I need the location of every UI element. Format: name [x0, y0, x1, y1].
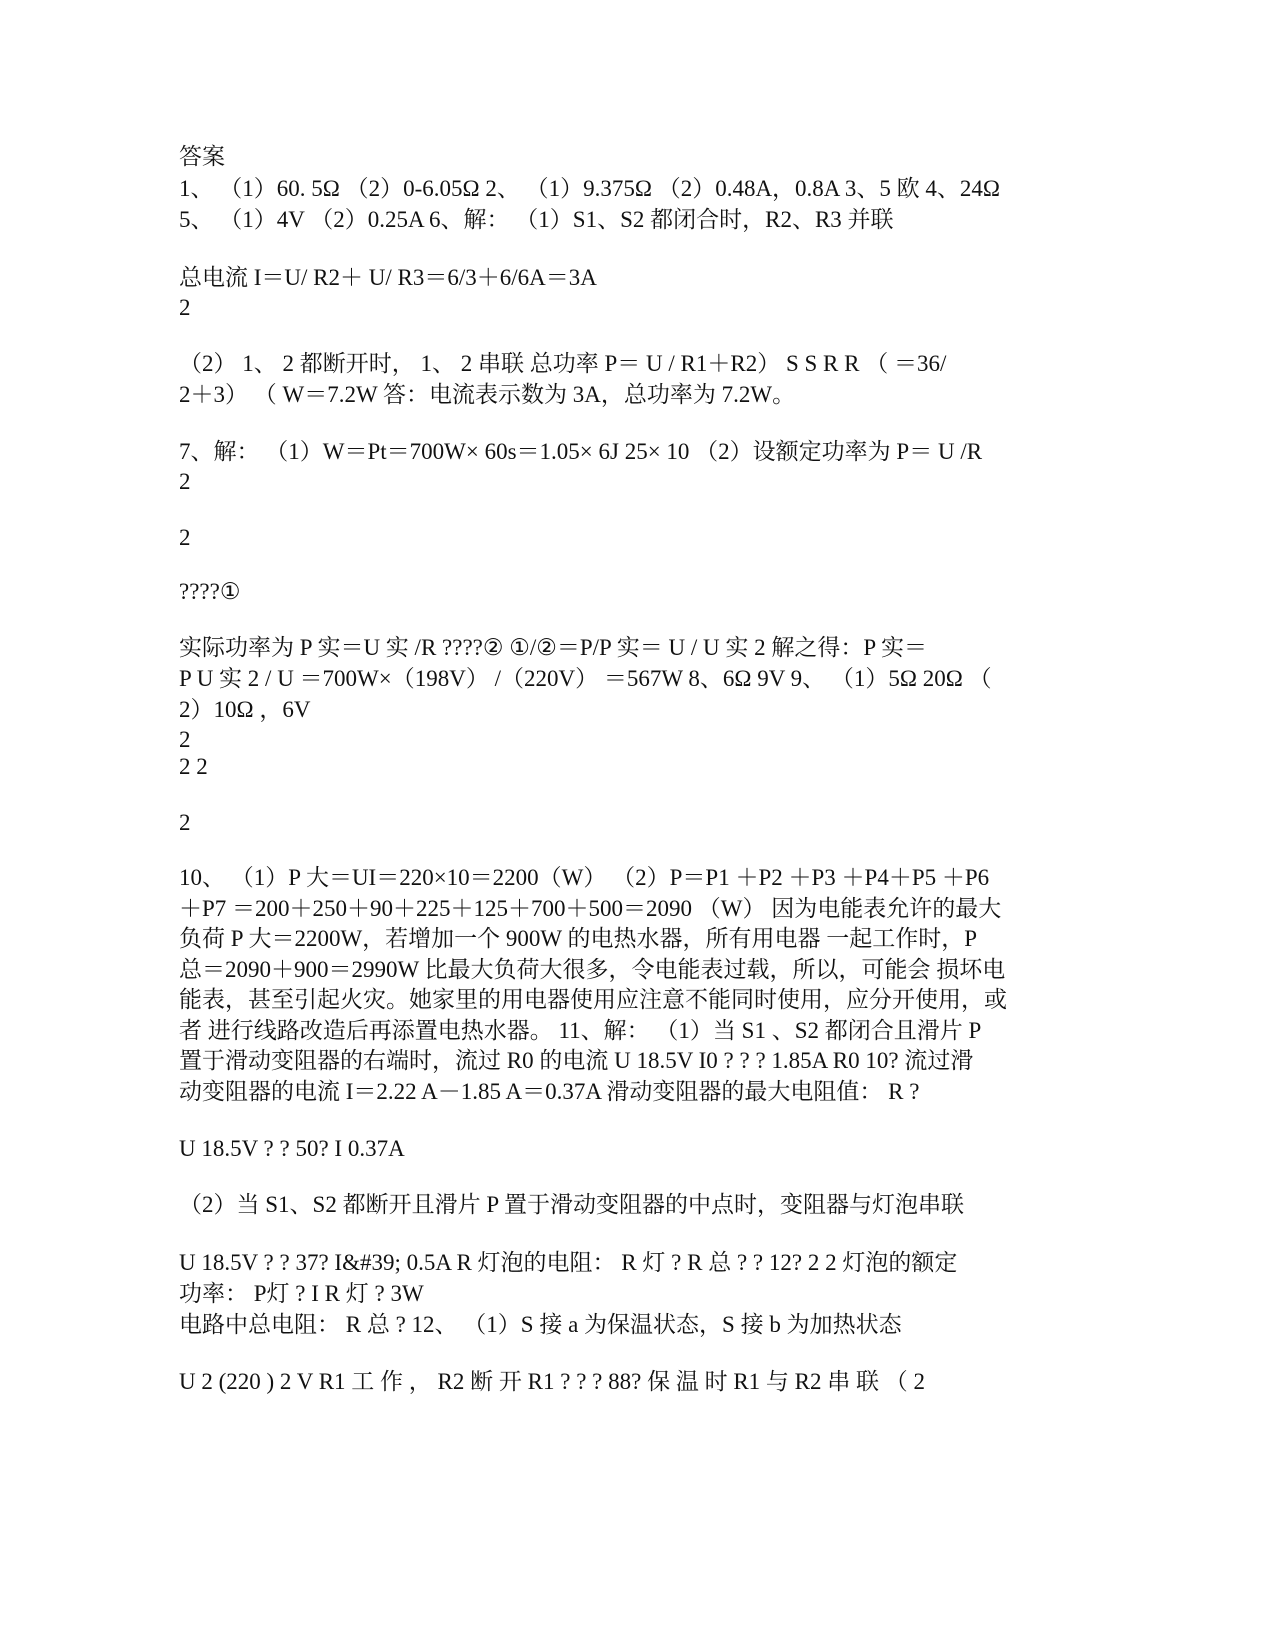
text-line: 电路中总电阻： R 总 ? 12、 （1）S 接 a 为保温状态，S 接 b 为加热状态 [179, 1312, 902, 1337]
text-line: 2 [179, 727, 191, 752]
text-line: ＋P7 ＝200＋250＋90＋225＋125＋700＋500＝2090 （W） 因为电能表允许的最大 [179, 896, 1002, 921]
text-line: U 18.5V ? ? 50? I 0.37A [179, 1136, 405, 1161]
text-line: U 2 (220 ) 2 V R1 工 作 ， R2 断 开 R1 ? ? ? 88? 保 温 时 R1 与 R2 串 联 （ 2 [179, 1369, 925, 1394]
text-line: 7、解： （1）W＝Pt＝700W× 60s＝1.05× 6J 25× 10 （2）设额定功率为 P＝ U /R [179, 439, 983, 464]
text-line: 功率： P灯 ? I R 灯 ? 3W [179, 1281, 424, 1306]
text-line: 5、 （1）4V （2）0.25A 6、解： （1）S1、S2 都闭合时，R2、R3 并联 [179, 207, 894, 232]
text-line: 2 [179, 295, 191, 320]
text-line: 2）10Ω ，6V [179, 697, 311, 722]
text-line: 置于滑动变阻器的右端时，流过 R0 的电流 U 18.5V I0 ? ? ? 1.85A R0 10? 流过滑 [179, 1048, 974, 1073]
text-line: ????① [179, 579, 241, 604]
text-line: 10、 （1）P 大＝UI＝220×10＝2200（W） （2）P＝P1 ＋P2 ＋P3 ＋P4＋P5 ＋P6 [179, 865, 990, 890]
text-line: 总＝2090＋900＝2990W 比最大负荷大很多，令电能表过载，所以，可能会 损坏电 [179, 957, 1006, 982]
text-line: 总电流 I＝U/ R2＋ U/ R3＝6/3＋6/6A＝3A [179, 265, 597, 290]
answer-heading: 答案 [179, 144, 225, 169]
text-line: 2 [179, 525, 191, 550]
text-line: U 18.5V ? ? 37? I&#39; 0.5A R 灯泡的电阻： R 灯 ? R 总 ? ? 12? 2 2 灯泡的额定 [179, 1250, 958, 1275]
text-line: （2） 1、 2 都断开时， 1、 2 串联 总功率 P＝ U / R1＋R2） S S R R （ ＝36/ [179, 351, 947, 376]
text-line: 能表，甚至引起火灾。她家里的用电器使用应注意不能同时使用，应分开使用，或 [179, 987, 1007, 1012]
text-line: 动变阻器的电流 I＝2.22 A－1.85 A＝0.37A 滑动变阻器的最大电阻值： R ? [179, 1079, 920, 1104]
text-line: 1、 （1）60. 5Ω （2）0-6.05Ω 2、 （1）9.375Ω （2）0.48A，0.8A 3、5 欧 4、24Ω [179, 176, 1000, 201]
text-line: P U 实 2 / U ＝700W×（198V） /（220V） ＝567W 8、6Ω 9V 9、 （1）5Ω 20Ω （ [179, 666, 992, 691]
text-line: 负荷 P 大＝2200W，若增加一个 900W 的电热水器，所有用电器 一起工作时，P [179, 926, 977, 951]
text-line: （2）当 S1、S2 都断开且滑片 P 置于滑动变阻器的中点时，变阻器与灯泡串联 [179, 1192, 965, 1217]
text-line: 2 2 [179, 754, 208, 779]
text-line: 2＋3） （ W＝7.2W 答：电流表示数为 3A，总功率为 7.2W。 [179, 382, 796, 407]
text-line: 者 进行线路改造后再添置电热水器。 11、解： （1）当 S1 、S2 都闭合且滑片 P [179, 1018, 982, 1043]
text-line: 2 [179, 810, 191, 835]
text-line: 2 [179, 469, 191, 494]
text-line: 实际功率为 P 实＝U 实 /R ????② ①/②＝P/P 实＝ U / U 实 2 解之得：P 实＝ [179, 635, 928, 660]
